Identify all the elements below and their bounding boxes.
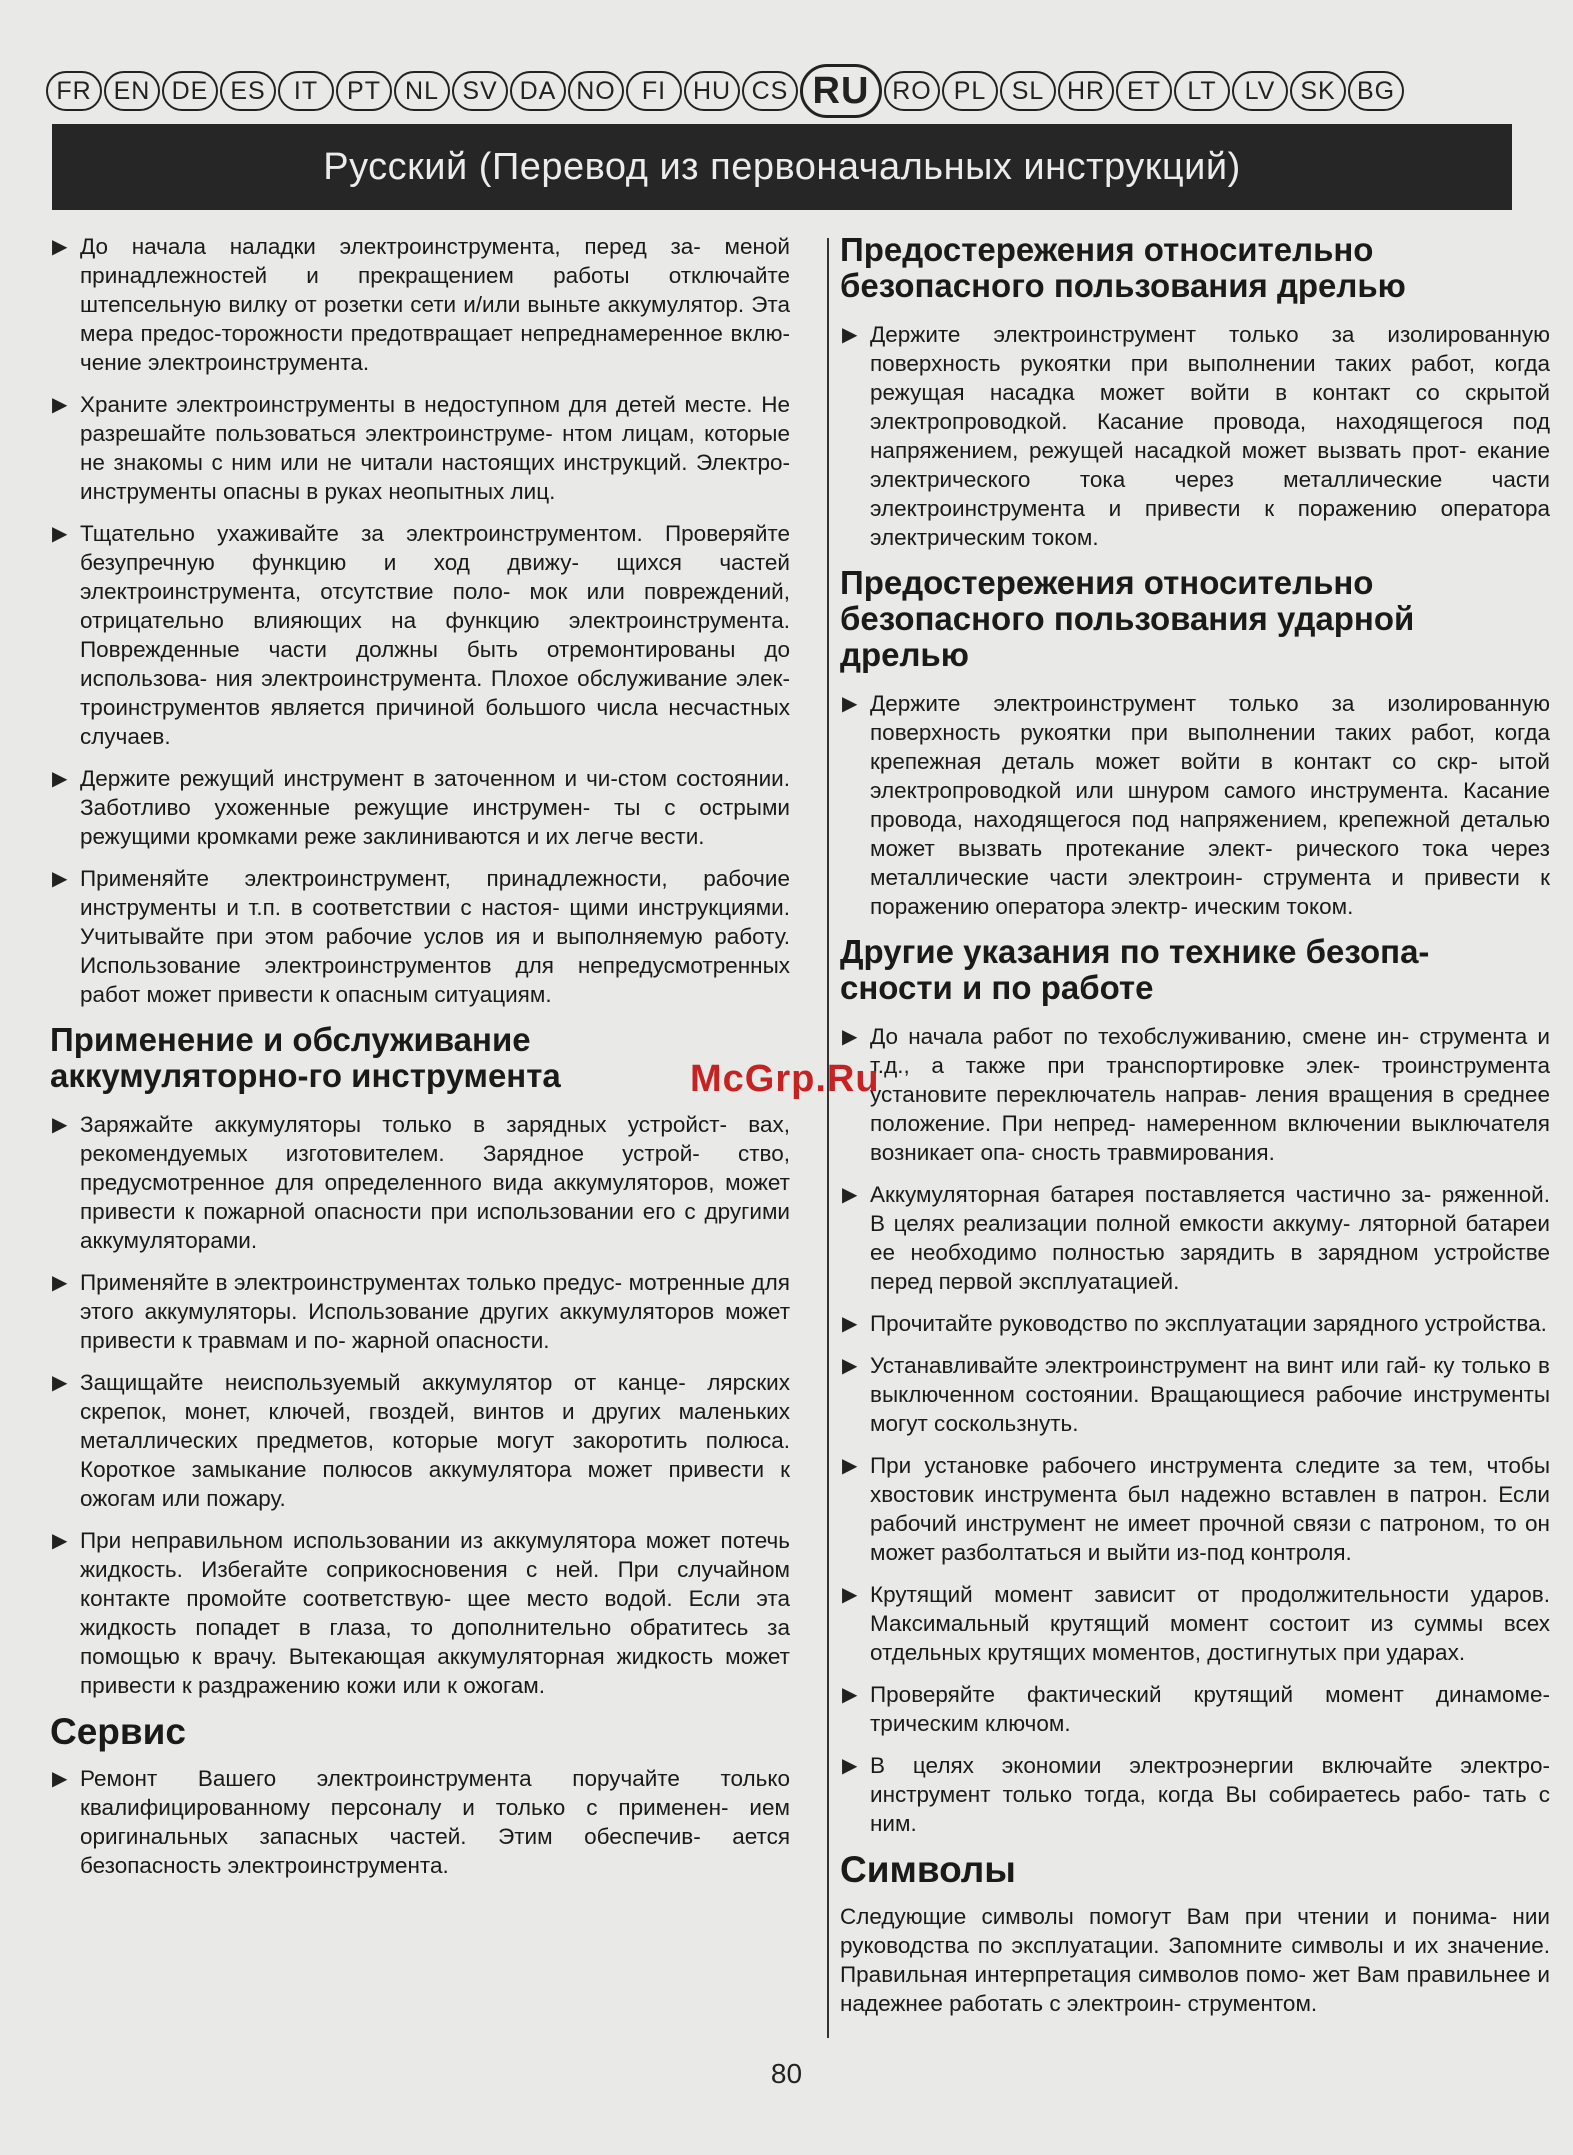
- list-item: [50, 1764, 790, 1880]
- list-item: [840, 1180, 1550, 1296]
- language-badge-sk: SK: [1290, 71, 1346, 111]
- language-badge-nl: NL: [394, 71, 450, 111]
- language-badge-de: DE: [162, 71, 218, 111]
- bullet-arrow-icon: ▶: [842, 1313, 858, 1335]
- language-badge-fi: FI: [626, 71, 682, 111]
- bullet-arrow-icon: ▶: [52, 1530, 68, 1552]
- language-badge-cs: CS: [742, 71, 798, 111]
- language-badge-ru: RU: [800, 64, 882, 118]
- page-title-bar: [52, 124, 1512, 210]
- bullet-arrow-icon: ▶: [842, 1026, 858, 1048]
- heading-impact-drill-safety: Предостережения относительно безопасного пользования ударной дрелью: [840, 564, 1415, 673]
- language-badge-es: ES: [220, 71, 276, 111]
- bullet-arrow-icon: ▶: [842, 1584, 858, 1606]
- list-item-text: Заряжайте аккумуляторы только в зарядных устройст- вах, рекомендуемых изготовителем. Зарядное устрой- ство, предусмотренное для определенного вида аккумуляторов, может привести к пожарной опасности при использовании его с другими аккумуляторами.: [80, 1112, 790, 1253]
- language-badge-ro: RO: [884, 71, 940, 111]
- list-item-text: В целях экономии электроэнергии включайте электро- инструмент только тогда, когда Вы собираетесь рабо- тать с ним.: [870, 1753, 1550, 1836]
- list-item-text: При установке рабочего инструмента следите за тем, чтобы хвостовик инструмента был надежно вставлен в патрон. Если рабочий инструмент не имеет прочной связи с патроном, то он может разболтаться и выйти из-под контроля.: [870, 1453, 1550, 1565]
- list-item: [840, 320, 1550, 552]
- language-badge-lt: LT: [1174, 71, 1230, 111]
- list-item: [840, 1580, 1550, 1667]
- list-item: [840, 1451, 1550, 1567]
- list-item: [50, 232, 790, 377]
- bullet-arrow-icon: ▶: [52, 236, 68, 258]
- bullet-arrow-icon: ▶: [52, 1114, 68, 1136]
- page-title: Русский (Перевод из первоначальных инструкций): [323, 145, 1241, 188]
- service-list: [50, 1764, 790, 1880]
- right-column: [840, 232, 1550, 2018]
- bullet-arrow-icon: ▶: [842, 1455, 858, 1477]
- list-item-text: Аккумуляторная батарея поставляется частично за- ряженной. В целях реализации полной емкости аккуму- ляторной батареи ее необходимо полностью зарядить в зарядном устройстве перед первой эксплуатацией.: [870, 1182, 1550, 1294]
- list-item-text: Держите электроинструмент только за изолированную поверхность рукоятки при выполнении таких работ, когда режущая насадка может войти в контакт со скрытой электропроводкой. Касание провода, находящегося под напряжением, режущей насадкой может вызвать прот- екание электрического тока через металлические части электроинструмента и привести к поражению оператора электрическим током.: [870, 322, 1550, 550]
- list-item-text: Защищайте неиспользуемый аккумулятор от канце- лярских скрепок, монет, ключей, гвоздей, винтов и других маленьких металлических предметов, которые могут закоротить полюса. Короткое замыкание полюсов аккумулятора может привести к ожогам или пожару.: [80, 1370, 790, 1511]
- list-item: [50, 390, 790, 506]
- list-item-text: Храните электроинструменты в недоступном для детей месте. Не разрешайте пользоваться электроинструме- нтом лицам, которые не знакомы с ним или не читали настоящих инструкций. Электро-инструменты опасны в руках неопытных лиц.: [80, 392, 790, 504]
- bullet-arrow-icon: ▶: [842, 1355, 858, 1377]
- list-item: [50, 1526, 790, 1700]
- list-item: [840, 1680, 1550, 1738]
- bullet-arrow-icon: ▶: [52, 1768, 68, 1790]
- list-item-text: Прочитайте руководство по эксплуатации зарядного устройства.: [870, 1311, 1547, 1336]
- list-item: [840, 1751, 1550, 1838]
- list-item-text: До начала работ по техобслуживанию, смене ин- струмента и т.д., а также при транспортировке элек- троинструмента установите переключатель направ- ления вращения в среднее положение. При непред- намеренном включении выключателя возникает опа- сность травмирования.: [870, 1024, 1550, 1165]
- language-badge-da: DA: [510, 71, 566, 111]
- list-item: [50, 1110, 790, 1255]
- heading-battery-tool: Применение и обслуживание аккумуляторно-го инструмента: [50, 1021, 561, 1094]
- language-badge-lv: LV: [1232, 71, 1288, 111]
- bullet-arrow-icon: ▶: [52, 1272, 68, 1294]
- list-item: [840, 689, 1550, 921]
- language-badge-hu: HU: [684, 71, 740, 111]
- bullet-arrow-icon: ▶: [52, 394, 68, 416]
- page-number: 80: [770, 2058, 803, 2089]
- list-item-text: Держите режущий инструмент в заточенном и чи-стом состоянии. Заботливо ухоженные режущие инструмен- ты с острыми режущими кромками реже заклиниваются и их легче вести.: [80, 766, 790, 849]
- list-item: [840, 1309, 1550, 1338]
- list-item-text: Применяйте в электроинструментах только предус- мотренные для этого аккумуляторы. Использование других аккумуляторов может привести к травмам и по- жарной опасности.: [80, 1270, 790, 1353]
- language-selector: [46, 62, 1516, 120]
- heading-symbols: Символы: [840, 1849, 1016, 1890]
- battery-safety-list: [50, 1110, 790, 1700]
- impact-drill-safety-list: [840, 689, 1550, 921]
- language-badge-sv: SV: [452, 71, 508, 111]
- list-item-text: Устанавливайте электроинструмент на винт или гай- ку только в выключенном состоянии. Вращающиеся рабочие инструменты могут соскользнуть.: [870, 1353, 1550, 1436]
- bullet-arrow-icon: ▶: [842, 324, 858, 346]
- language-badge-en: EN: [104, 71, 160, 111]
- language-badge-sl: SL: [1000, 71, 1056, 111]
- list-item-text: Тщательно ухаживайте за электроинструментом. Проверяйте безупречную функцию и ход движу- щихся частей электроинструмента, отсутствие поло- мок или повреждений, отрицательно влияющих на функцию электроинструмента. Поврежденные части должны быть отремонтированы до использова- ния электроинструмента. Плохое обслуживание элек- троинструментов является причиной большого числа несчастных случаев.: [80, 521, 790, 749]
- language-badge-fr: FR: [46, 71, 102, 111]
- bullet-arrow-icon: ▶: [842, 693, 858, 715]
- bullet-arrow-icon: ▶: [52, 868, 68, 890]
- language-badge-no: NO: [568, 71, 624, 111]
- language-badge-it: IT: [278, 71, 334, 111]
- list-item-text: До начала наладки электроинструмента, перед за- меной принадлежностей и прекращением работы отключайте штепсельную вилку от розетки сети и/или выньте аккумулятор. Эта мера предос-торожности предотвращает непреднамеренное вклю-чение электроинструмента.: [80, 234, 790, 375]
- bullet-arrow-icon: ▶: [52, 523, 68, 545]
- list-item-text: Применяйте электроинструмент, принадлежности, рабочие инструменты и т.п. в соответствии с настоя- щими инструкциями. Учитывайте при этом рабочие услов ия и выполняемую работу. Использование электроинструментов для непредусмотренных работ может привести к опасным ситуациям.: [80, 866, 790, 1007]
- left-column: [50, 232, 790, 1893]
- list-item-text: Ремонт Вашего электроинструмента поручайте только квалифицированному персоналу и только с применен- ием оригинальных запасных частей. Этим обеспечив- ается безопасность электроинструмента.: [80, 1766, 790, 1878]
- general-safety-list: [50, 232, 790, 1009]
- drill-safety-list: [840, 320, 1550, 552]
- list-item: [50, 764, 790, 851]
- column-divider: [827, 238, 829, 2038]
- heading-service: Сервис: [50, 1711, 186, 1752]
- list-item: [50, 1368, 790, 1513]
- list-item: [50, 864, 790, 1009]
- bullet-arrow-icon: ▶: [842, 1755, 858, 1777]
- language-badge-hr: HR: [1058, 71, 1114, 111]
- list-item-text: Держите электроинструмент только за изолированную поверхность рукоятки при выполнении таких работ, когда крепежная деталь может войти в контакт со скр- ытой электропроводкой или шнуром самого инструмента. Касание провода, находящегося под напряжением, крепежной деталью может вызвать протекание элект- рического тока через металлические части электроин- струмента и привести к поражению оператора электр- ическим током.: [870, 691, 1550, 919]
- list-item-text: Проверяйте фактический крутящий момент динамоме- трическим ключом.: [870, 1682, 1550, 1736]
- bullet-arrow-icon: ▶: [842, 1184, 858, 1206]
- bullet-arrow-icon: ▶: [842, 1684, 858, 1706]
- list-item-text: При неправильном использовании из аккумулятора может потечь жидкость. Избегайте соприкосновения с ней. При случайном контакте промойте соответствую- щее место водой. Если эта жидкость попадет в глаза, то дополнительно обратитесь за помощью к врачу. Вытекающая аккумуляторная жидкость может привести к раздражению кожи или к ожогам.: [80, 1528, 790, 1698]
- symbols-paragraph: Следующие символы помогут Вам при чтении и понима- нии руководства по эксплуатации. Запомните символы и их значение. Правильная интерпретация символов помо- жет Вам правильнее и надежнее работать с электроин- струментом.: [840, 1904, 1550, 2016]
- list-item: [840, 1022, 1550, 1167]
- bullet-arrow-icon: ▶: [52, 768, 68, 790]
- list-item: [50, 1268, 790, 1355]
- watermark-text: McGrp.Ru: [690, 1058, 880, 1100]
- bullet-arrow-icon: ▶: [52, 1372, 68, 1394]
- list-item-text: Крутящий момент зависит от продолжительности ударов. Максимальный крутящий момент состоит из суммы всех отдельных крутящих моментов, достигнутых при ударах.: [870, 1582, 1550, 1665]
- heading-drill-safety: Предостережения относительно безопасного пользования дрелью: [840, 231, 1406, 304]
- heading-other-instructions: Другие указания по технике безопа- сности и по работе: [840, 933, 1430, 1006]
- list-item: [840, 1351, 1550, 1438]
- list-item: [50, 519, 790, 751]
- language-badge-bg: BG: [1348, 71, 1404, 111]
- language-badge-pl: PL: [942, 71, 998, 111]
- language-badge-pt: PT: [336, 71, 392, 111]
- language-badge-et: ET: [1116, 71, 1172, 111]
- other-instructions-list: [840, 1022, 1550, 1838]
